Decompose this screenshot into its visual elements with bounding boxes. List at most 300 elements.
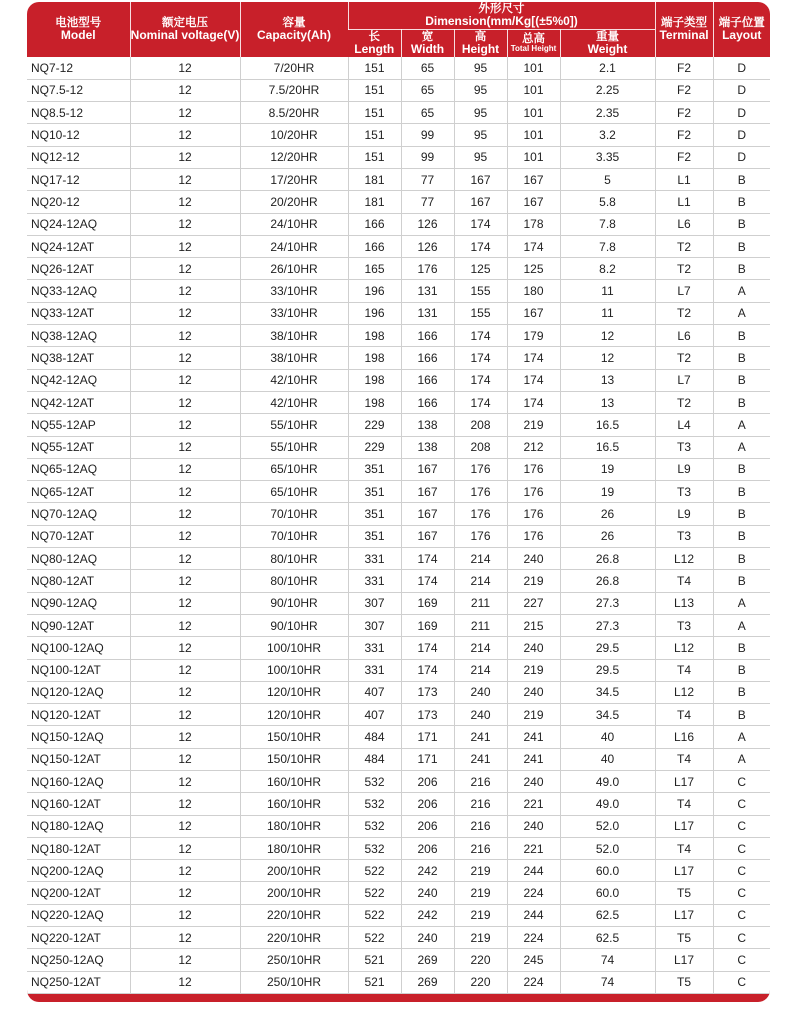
cell-voltage: 12 bbox=[130, 347, 240, 369]
cell-weight: 74 bbox=[560, 949, 655, 971]
cell-width: 240 bbox=[401, 927, 454, 949]
table-row bbox=[27, 927, 770, 949]
cell-terminal: T4 bbox=[655, 570, 713, 592]
cell-model: NQ160-12AT bbox=[27, 793, 130, 815]
cell-terminal: L6 bbox=[655, 325, 713, 347]
cell-model: NQ150-12AT bbox=[27, 748, 130, 770]
table-row bbox=[27, 860, 770, 882]
cell-model: NQ150-12AQ bbox=[27, 726, 130, 748]
cell-capacity: 7.5/20HR bbox=[240, 79, 348, 101]
cell-layout: A bbox=[713, 726, 770, 748]
cell-terminal: T4 bbox=[655, 748, 713, 770]
cell-model: NQ100-12AT bbox=[27, 659, 130, 681]
cell-width: 269 bbox=[401, 949, 454, 971]
cell-capacity: 10/20HR bbox=[240, 124, 348, 146]
cell-width: 126 bbox=[401, 235, 454, 257]
cell-model: NQ100-12AQ bbox=[27, 637, 130, 659]
cell-voltage: 12 bbox=[130, 369, 240, 391]
cell-capacity: 80/10HR bbox=[240, 570, 348, 592]
cell-model: NQ12-12 bbox=[27, 146, 130, 168]
cell-weight: 26.8 bbox=[560, 570, 655, 592]
cell-model: NQ65-12AQ bbox=[27, 458, 130, 480]
cell-total-height: 176 bbox=[507, 458, 560, 480]
cell-layout: B bbox=[713, 258, 770, 280]
header-voltage-cn: 额定电压 bbox=[162, 17, 208, 30]
table-row bbox=[27, 904, 770, 926]
cell-total-height: 219 bbox=[507, 414, 560, 436]
table-row bbox=[27, 414, 770, 436]
cell-voltage: 12 bbox=[130, 525, 240, 547]
cell-voltage: 12 bbox=[130, 904, 240, 926]
cell-weight: 52.0 bbox=[560, 815, 655, 837]
cell-model: NQ7-12 bbox=[27, 57, 130, 79]
cell-voltage: 12 bbox=[130, 637, 240, 659]
cell-model: NQ33-12AT bbox=[27, 302, 130, 324]
table-row bbox=[27, 592, 770, 614]
cell-layout: A bbox=[713, 748, 770, 770]
header-total-height-cn: 总高 bbox=[522, 33, 545, 46]
cell-capacity: 160/10HR bbox=[240, 771, 348, 793]
cell-capacity: 70/10HR bbox=[240, 525, 348, 547]
header-length-cn: 长 bbox=[368, 31, 380, 44]
cell-capacity: 24/10HR bbox=[240, 235, 348, 257]
cell-total-height: 125 bbox=[507, 258, 560, 280]
spec-table-frame bbox=[27, 2, 770, 1002]
cell-terminal: T3 bbox=[655, 525, 713, 547]
cell-terminal: L6 bbox=[655, 213, 713, 235]
cell-weight: 19 bbox=[560, 458, 655, 480]
cell-layout: D bbox=[713, 146, 770, 168]
cell-width: 126 bbox=[401, 213, 454, 235]
cell-terminal: T2 bbox=[655, 347, 713, 369]
header-terminal-cn: 端子类型 bbox=[661, 17, 708, 30]
cell-layout: D bbox=[713, 57, 770, 79]
cell-terminal: T4 bbox=[655, 659, 713, 681]
cell-width: 65 bbox=[401, 57, 454, 79]
cell-voltage: 12 bbox=[130, 458, 240, 480]
cell-height: 174 bbox=[454, 235, 507, 257]
cell-capacity: 12/20HR bbox=[240, 146, 348, 168]
cell-model: NQ42-12AQ bbox=[27, 369, 130, 391]
cell-weight: 7.8 bbox=[560, 213, 655, 235]
cell-length: 331 bbox=[348, 659, 401, 681]
header-dimension-cn: 外形尺寸 bbox=[478, 3, 525, 16]
cell-total-height: 101 bbox=[507, 146, 560, 168]
cell-height: 125 bbox=[454, 258, 507, 280]
cell-model: NQ17-12 bbox=[27, 168, 130, 190]
cell-capacity: 65/10HR bbox=[240, 481, 348, 503]
cell-height: 176 bbox=[454, 458, 507, 480]
cell-length: 198 bbox=[348, 347, 401, 369]
cell-width: 166 bbox=[401, 391, 454, 413]
table-row bbox=[27, 637, 770, 659]
cell-model: NQ42-12AT bbox=[27, 391, 130, 413]
table-row bbox=[27, 748, 770, 770]
cell-length: 351 bbox=[348, 503, 401, 525]
cell-total-height: 101 bbox=[507, 102, 560, 124]
cell-length: 198 bbox=[348, 369, 401, 391]
cell-layout: B bbox=[713, 235, 770, 257]
cell-layout: D bbox=[713, 102, 770, 124]
cell-model: NQ90-12AT bbox=[27, 614, 130, 636]
cell-total-height: 176 bbox=[507, 503, 560, 525]
cell-total-height: 241 bbox=[507, 748, 560, 770]
cell-height: 219 bbox=[454, 882, 507, 904]
cell-total-height: 240 bbox=[507, 815, 560, 837]
cell-weight: 26 bbox=[560, 525, 655, 547]
cell-width: 131 bbox=[401, 302, 454, 324]
cell-voltage: 12 bbox=[130, 302, 240, 324]
cell-height: 155 bbox=[454, 302, 507, 324]
cell-height: 174 bbox=[454, 325, 507, 347]
cell-width: 167 bbox=[401, 481, 454, 503]
header-layout bbox=[713, 2, 770, 57]
header-layout-cn: 端子位置 bbox=[718, 17, 765, 30]
cell-capacity: 100/10HR bbox=[240, 637, 348, 659]
cell-layout: B bbox=[713, 637, 770, 659]
cell-terminal: F2 bbox=[655, 79, 713, 101]
cell-length: 181 bbox=[348, 168, 401, 190]
cell-total-height: 240 bbox=[507, 548, 560, 570]
cell-length: 151 bbox=[348, 146, 401, 168]
cell-total-height: 240 bbox=[507, 637, 560, 659]
cell-voltage: 12 bbox=[130, 124, 240, 146]
cell-layout: B bbox=[713, 481, 770, 503]
header-height-cn: 高 bbox=[474, 31, 487, 44]
cell-weight: 5 bbox=[560, 168, 655, 190]
cell-total-height: 167 bbox=[507, 191, 560, 213]
header-capacity bbox=[240, 2, 348, 57]
cell-voltage: 12 bbox=[130, 748, 240, 770]
cell-width: 166 bbox=[401, 325, 454, 347]
cell-height: 211 bbox=[454, 592, 507, 614]
cell-total-height: 179 bbox=[507, 325, 560, 347]
header-terminal-en: Terminal bbox=[659, 28, 709, 43]
cell-layout: B bbox=[713, 191, 770, 213]
cell-layout: C bbox=[713, 815, 770, 837]
cell-height: 155 bbox=[454, 280, 507, 302]
cell-width: 166 bbox=[401, 347, 454, 369]
header-weight-en: Weight bbox=[587, 42, 628, 57]
cell-total-height: 101 bbox=[507, 57, 560, 79]
cell-weight: 11 bbox=[560, 280, 655, 302]
cell-layout: C bbox=[713, 860, 770, 882]
cell-length: 351 bbox=[348, 458, 401, 480]
cell-length: 522 bbox=[348, 927, 401, 949]
cell-layout: B bbox=[713, 548, 770, 570]
cell-voltage: 12 bbox=[130, 102, 240, 124]
cell-total-height: 221 bbox=[507, 793, 560, 815]
cell-weight: 60.0 bbox=[560, 882, 655, 904]
cell-height: 95 bbox=[454, 102, 507, 124]
cell-model: NQ24-12AT bbox=[27, 235, 130, 257]
header-model bbox=[27, 2, 130, 57]
table-row bbox=[27, 369, 770, 391]
cell-layout: B bbox=[713, 347, 770, 369]
cell-length: 151 bbox=[348, 79, 401, 101]
cell-layout: A bbox=[713, 414, 770, 436]
cell-width: 167 bbox=[401, 503, 454, 525]
cell-total-height: 224 bbox=[507, 927, 560, 949]
cell-terminal: L17 bbox=[655, 949, 713, 971]
cell-weight: 52.0 bbox=[560, 837, 655, 859]
header-voltage-en: Nominal voltage(V) bbox=[130, 28, 240, 43]
cell-length: 151 bbox=[348, 57, 401, 79]
cell-length: 181 bbox=[348, 191, 401, 213]
cell-width: 65 bbox=[401, 102, 454, 124]
cell-length: 307 bbox=[348, 592, 401, 614]
cell-layout: A bbox=[713, 614, 770, 636]
battery-spec-table bbox=[27, 2, 770, 994]
cell-capacity: 180/10HR bbox=[240, 815, 348, 837]
cell-total-height: 240 bbox=[507, 681, 560, 703]
cell-total-height: 227 bbox=[507, 592, 560, 614]
cell-voltage: 12 bbox=[130, 837, 240, 859]
cell-width: 99 bbox=[401, 124, 454, 146]
cell-height: 95 bbox=[454, 79, 507, 101]
cell-voltage: 12 bbox=[130, 548, 240, 570]
header-weight bbox=[560, 30, 655, 58]
cell-weight: 8.2 bbox=[560, 258, 655, 280]
table-row bbox=[27, 614, 770, 636]
cell-capacity: 120/10HR bbox=[240, 681, 348, 703]
cell-height: 216 bbox=[454, 837, 507, 859]
header-model-en: Model bbox=[60, 28, 96, 43]
cell-layout: A bbox=[713, 280, 770, 302]
cell-length: 407 bbox=[348, 681, 401, 703]
cell-length: 307 bbox=[348, 614, 401, 636]
cell-total-height: 174 bbox=[507, 391, 560, 413]
cell-height: 208 bbox=[454, 414, 507, 436]
cell-total-height: 224 bbox=[507, 971, 560, 993]
cell-terminal: T3 bbox=[655, 614, 713, 636]
table-row bbox=[27, 79, 770, 101]
cell-terminal: T4 bbox=[655, 793, 713, 815]
cell-terminal: L16 bbox=[655, 726, 713, 748]
cell-total-height: 221 bbox=[507, 837, 560, 859]
cell-terminal: L1 bbox=[655, 191, 713, 213]
table-row bbox=[27, 168, 770, 190]
cell-voltage: 12 bbox=[130, 681, 240, 703]
cell-capacity: 42/10HR bbox=[240, 369, 348, 391]
cell-voltage: 12 bbox=[130, 436, 240, 458]
cell-weight: 12 bbox=[560, 325, 655, 347]
cell-model: NQ250-12AQ bbox=[27, 949, 130, 971]
cell-height: 167 bbox=[454, 168, 507, 190]
cell-voltage: 12 bbox=[130, 570, 240, 592]
cell-width: 206 bbox=[401, 815, 454, 837]
cell-model: NQ33-12AQ bbox=[27, 280, 130, 302]
cell-width: 138 bbox=[401, 414, 454, 436]
cell-capacity: 200/10HR bbox=[240, 860, 348, 882]
cell-layout: A bbox=[713, 302, 770, 324]
cell-total-height: 219 bbox=[507, 659, 560, 681]
cell-width: 166 bbox=[401, 369, 454, 391]
cell-voltage: 12 bbox=[130, 503, 240, 525]
cell-layout: C bbox=[713, 882, 770, 904]
cell-terminal: T5 bbox=[655, 882, 713, 904]
header-dimension bbox=[348, 2, 655, 30]
cell-terminal: T2 bbox=[655, 391, 713, 413]
cell-terminal: L7 bbox=[655, 280, 713, 302]
cell-voltage: 12 bbox=[130, 213, 240, 235]
cell-width: 206 bbox=[401, 793, 454, 815]
cell-total-height: 180 bbox=[507, 280, 560, 302]
cell-voltage: 12 bbox=[130, 704, 240, 726]
cell-height: 241 bbox=[454, 748, 507, 770]
cell-terminal: L13 bbox=[655, 592, 713, 614]
cell-capacity: 65/10HR bbox=[240, 458, 348, 480]
table-row bbox=[27, 124, 770, 146]
cell-terminal: T4 bbox=[655, 837, 713, 859]
cell-model: NQ38-12AQ bbox=[27, 325, 130, 347]
cell-weight: 27.3 bbox=[560, 614, 655, 636]
cell-height: 219 bbox=[454, 904, 507, 926]
cell-terminal: L9 bbox=[655, 503, 713, 525]
cell-weight: 74 bbox=[560, 971, 655, 993]
cell-length: 166 bbox=[348, 235, 401, 257]
cell-layout: B bbox=[713, 681, 770, 703]
cell-model: NQ65-12AT bbox=[27, 481, 130, 503]
cell-capacity: 250/10HR bbox=[240, 949, 348, 971]
cell-voltage: 12 bbox=[130, 971, 240, 993]
cell-total-height: 176 bbox=[507, 525, 560, 547]
table-row bbox=[27, 771, 770, 793]
cell-width: 171 bbox=[401, 726, 454, 748]
cell-capacity: 38/10HR bbox=[240, 347, 348, 369]
cell-capacity: 17/20HR bbox=[240, 168, 348, 190]
cell-weight: 34.5 bbox=[560, 681, 655, 703]
cell-weight: 3.2 bbox=[560, 124, 655, 146]
cell-terminal: L12 bbox=[655, 681, 713, 703]
cell-layout: B bbox=[713, 570, 770, 592]
cell-model: NQ8.5-12 bbox=[27, 102, 130, 124]
header-dimension-en: Dimension(mm/Kg[(±5%0]) bbox=[425, 14, 578, 29]
cell-width: 176 bbox=[401, 258, 454, 280]
cell-total-height: 167 bbox=[507, 168, 560, 190]
cell-height: 95 bbox=[454, 57, 507, 79]
header-weight-cn: 重量 bbox=[596, 31, 619, 44]
cell-terminal: L17 bbox=[655, 904, 713, 926]
cell-length: 521 bbox=[348, 971, 401, 993]
cell-length: 229 bbox=[348, 414, 401, 436]
cell-capacity: 38/10HR bbox=[240, 325, 348, 347]
cell-voltage: 12 bbox=[130, 592, 240, 614]
cell-capacity: 90/10HR bbox=[240, 592, 348, 614]
cell-height: 95 bbox=[454, 124, 507, 146]
cell-voltage: 12 bbox=[130, 79, 240, 101]
cell-layout: B bbox=[713, 503, 770, 525]
table-row bbox=[27, 525, 770, 547]
cell-width: 138 bbox=[401, 436, 454, 458]
cell-width: 174 bbox=[401, 570, 454, 592]
cell-length: 351 bbox=[348, 525, 401, 547]
cell-terminal: L12 bbox=[655, 548, 713, 570]
cell-length: 151 bbox=[348, 102, 401, 124]
cell-weight: 11 bbox=[560, 302, 655, 324]
cell-total-height: 174 bbox=[507, 347, 560, 369]
cell-height: 176 bbox=[454, 481, 507, 503]
header-height-en: Height bbox=[461, 42, 500, 57]
cell-model: NQ80-12AT bbox=[27, 570, 130, 592]
table-row bbox=[27, 258, 770, 280]
cell-weight: 62.5 bbox=[560, 904, 655, 926]
cell-terminal: T5 bbox=[655, 927, 713, 949]
cell-layout: B bbox=[713, 391, 770, 413]
cell-terminal: T2 bbox=[655, 235, 713, 257]
cell-layout: B bbox=[713, 525, 770, 547]
cell-height: 240 bbox=[454, 704, 507, 726]
cell-total-height: 245 bbox=[507, 949, 560, 971]
table-row bbox=[27, 102, 770, 124]
cell-length: 522 bbox=[348, 904, 401, 926]
cell-model: NQ200-12AQ bbox=[27, 860, 130, 882]
cell-voltage: 12 bbox=[130, 191, 240, 213]
cell-height: 174 bbox=[454, 369, 507, 391]
cell-model: NQ180-12AQ bbox=[27, 815, 130, 837]
cell-capacity: 100/10HR bbox=[240, 659, 348, 681]
table-row bbox=[27, 837, 770, 859]
cell-length: 196 bbox=[348, 280, 401, 302]
table-row bbox=[27, 302, 770, 324]
cell-width: 167 bbox=[401, 525, 454, 547]
cell-length: 196 bbox=[348, 302, 401, 324]
cell-voltage: 12 bbox=[130, 771, 240, 793]
cell-width: 240 bbox=[401, 882, 454, 904]
table-row bbox=[27, 659, 770, 681]
table-row bbox=[27, 213, 770, 235]
cell-weight: 16.5 bbox=[560, 436, 655, 458]
cell-width: 174 bbox=[401, 659, 454, 681]
cell-weight: 13 bbox=[560, 391, 655, 413]
header-width-en: Width bbox=[410, 42, 445, 57]
cell-height: 219 bbox=[454, 927, 507, 949]
cell-capacity: 26/10HR bbox=[240, 258, 348, 280]
cell-length: 331 bbox=[348, 570, 401, 592]
cell-total-height: 101 bbox=[507, 79, 560, 101]
cell-capacity: 8.5/20HR bbox=[240, 102, 348, 124]
cell-weight: 3.35 bbox=[560, 146, 655, 168]
cell-terminal: L9 bbox=[655, 458, 713, 480]
cell-weight: 27.3 bbox=[560, 592, 655, 614]
cell-capacity: 24/10HR bbox=[240, 213, 348, 235]
cell-length: 521 bbox=[348, 949, 401, 971]
header-model-cn: 电池型号 bbox=[55, 17, 102, 30]
cell-length: 532 bbox=[348, 793, 401, 815]
cell-width: 242 bbox=[401, 904, 454, 926]
cell-model: NQ55-12AP bbox=[27, 414, 130, 436]
cell-model: NQ80-12AQ bbox=[27, 548, 130, 570]
cell-layout: B bbox=[713, 168, 770, 190]
cell-capacity: 20/20HR bbox=[240, 191, 348, 213]
cell-capacity: 150/10HR bbox=[240, 748, 348, 770]
cell-total-height: 244 bbox=[507, 904, 560, 926]
cell-width: 131 bbox=[401, 280, 454, 302]
cell-layout: C bbox=[713, 771, 770, 793]
cell-total-height: 167 bbox=[507, 302, 560, 324]
cell-terminal: T5 bbox=[655, 971, 713, 993]
cell-total-height: 174 bbox=[507, 369, 560, 391]
cell-length: 351 bbox=[348, 481, 401, 503]
cell-weight: 2.1 bbox=[560, 57, 655, 79]
cell-width: 174 bbox=[401, 637, 454, 659]
cell-voltage: 12 bbox=[130, 949, 240, 971]
table-row bbox=[27, 57, 770, 79]
cell-terminal: L1 bbox=[655, 168, 713, 190]
cell-length: 522 bbox=[348, 882, 401, 904]
cell-total-height: 212 bbox=[507, 436, 560, 458]
cell-voltage: 12 bbox=[130, 659, 240, 681]
